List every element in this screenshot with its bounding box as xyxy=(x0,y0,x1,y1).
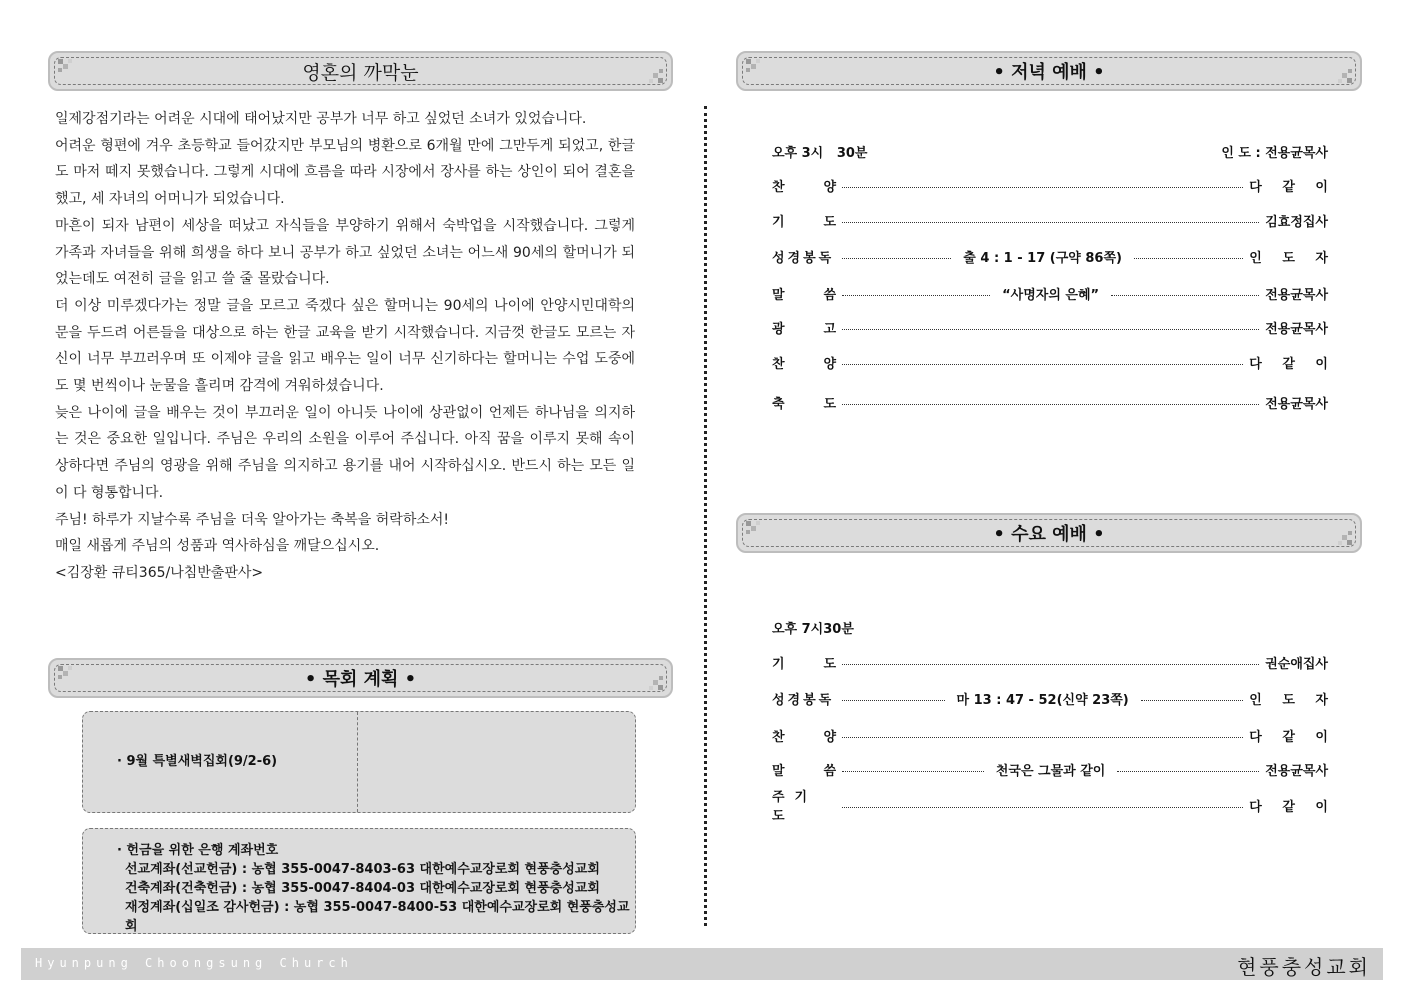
row-right: 권순애집사 xyxy=(1265,656,1328,672)
wednesday-row xyxy=(772,725,1336,745)
evening-row xyxy=(772,352,1336,372)
dotted-leader xyxy=(842,404,1259,405)
dotted-leader xyxy=(1111,295,1259,296)
plan-box-divider xyxy=(357,712,358,812)
bank-account-box xyxy=(82,828,636,934)
dotted-leader xyxy=(842,771,984,772)
wednesday-row xyxy=(772,652,1328,672)
row-mid: “사명자의 은혜” xyxy=(1002,287,1100,303)
row-right: 인 도 자 xyxy=(1249,692,1336,708)
row-right: 전용균목사 xyxy=(1265,287,1329,303)
bank-account: 재정계좌(십일조 감사헌금) : 농협 355-0047-8400-53 대한예수교장로회 현풍충성교회 xyxy=(125,900,630,934)
wednesday-row xyxy=(772,688,1336,708)
row-mid: 천국은 그물과 같이 xyxy=(995,763,1106,779)
footer-bar xyxy=(21,948,1383,980)
row-label: 성경봉독 xyxy=(772,692,835,708)
row-right: 전용균목사 xyxy=(1265,321,1328,337)
dotted-leader xyxy=(842,222,1259,223)
footer-korean-name: 현풍충성교회 xyxy=(1237,955,1371,979)
evening-row xyxy=(772,210,1328,230)
evening-row xyxy=(772,317,1328,337)
footer-english-name: Hyunpung Choongsung Church xyxy=(35,956,353,970)
bank-account: 선교계좌(선교헌금) : 농협 355-0047-8403-63 대한예수교장로회 현풍충성교회 xyxy=(125,862,600,877)
essay-body xyxy=(55,106,635,587)
row-right: 전용균목사 xyxy=(1265,396,1328,412)
dotted-leader xyxy=(842,187,1243,188)
row-mid: 출 4 : 1 - 17 (구약 86쪽) xyxy=(963,250,1122,266)
row-right: 인 도 자 xyxy=(1249,250,1336,266)
evening-header-row xyxy=(772,141,1328,161)
evening-row xyxy=(772,392,1328,412)
evening-leader: 인 도 : 전용균목사 xyxy=(1221,145,1328,161)
wednesday-time: 오후 7시30분 xyxy=(772,621,854,637)
dotted-leader xyxy=(842,295,990,296)
dotted-leader xyxy=(842,700,945,701)
dotted-leader xyxy=(1117,771,1259,772)
row-label: 광 고 xyxy=(772,321,836,337)
dotted-leader xyxy=(842,664,1259,665)
essay-source: <김장환 큐티365/나침반출판사> xyxy=(55,564,264,581)
row-label: 주기도 xyxy=(772,790,818,824)
essay-title-banner xyxy=(48,51,673,91)
row-label: 축 도 xyxy=(772,396,836,412)
row-label: 기 도 xyxy=(772,214,836,230)
dotted-leader xyxy=(842,364,1243,365)
row-label: 성경봉독 xyxy=(772,250,835,266)
dotted-leader xyxy=(842,329,1259,330)
wednesday-row xyxy=(772,759,1328,779)
row-right: 다 같 이 xyxy=(1249,179,1336,195)
essay-paragraph: 어려운 형편에 겨우 초등학교 들어갔지만 부모님의 병환으로 6개월 만에 그만두게 되었고, 한글도 마저 떼지 못했습니다. 그렇게 시대에 흐름을 따라 시장에서 장사를 하는 상인이 되어 결혼을 했고, 세 자녀의 어머니가 되었습니다. xyxy=(55,137,635,208)
essay-title: 영혼의 까막눈 xyxy=(302,61,419,84)
essay-paragraph: 더 이상 미루겠다가는 정말 글을 모르고 죽겠다 싶은 할머니는 90세의 나이에 안양시민대학의 문을 두드려 어른들을 대상으로 하는 한글 교육을 받기 시작했습니다. 지금껏 한글도 모르는 자신이 너무 부끄러우며 또 이제야 글을 읽고 배우는 일이 너무 신기하다는 할머니는 수업 도중에도 몇 번씩이나 눈물을 흘리며 감격에 겨워하셨습니다. xyxy=(55,297,635,395)
row-label: 찬 양 xyxy=(772,729,836,745)
essay-paragraph: 주님! 하루가 지날수록 주님을 더욱 알아가는 축복을 허락하소서! xyxy=(55,511,449,528)
row-right: 전용균목사 xyxy=(1265,763,1329,779)
row-label: 찬 양 xyxy=(772,356,836,372)
row-mid: 마 13 : 47 - 52(신약 23쪽) xyxy=(956,692,1129,708)
dotted-leader xyxy=(842,807,1243,808)
evening-row xyxy=(772,283,1328,303)
row-label: 말 씀 xyxy=(772,287,836,303)
evening-row xyxy=(772,246,1336,266)
evening-row xyxy=(772,175,1336,195)
wednesday-title: • 수요 예배 • xyxy=(993,524,1105,545)
evening-title: • 저녁 예배 • xyxy=(993,62,1105,83)
plan-title: • 목회 계획 • xyxy=(304,669,417,690)
plan-item: · 9월 특별새벽집회(9/2-6) xyxy=(117,754,278,769)
dotted-leader xyxy=(842,258,951,259)
column-divider xyxy=(704,106,707,926)
row-right: 다 같 이 xyxy=(1249,356,1336,372)
essay-paragraph: 늦은 나이에 글을 배우는 것이 부끄러운 일이 아니듯 나이에 상관없이 언제든 하나님을 의지하는 것은 중요한 일입니다. 주님은 우리의 소원을 이루어 주십니다. 아직 꿈을 이루지 못해 속이 상하다면 주님의 영광을 위해 주님을 의지하고 용기를 내어 시작하십시오. 반드시 하는 모든 일이 다 형통합니다. xyxy=(55,404,635,501)
dotted-leader xyxy=(1134,258,1243,259)
plan-box xyxy=(82,711,636,813)
dotted-leader xyxy=(1141,700,1244,701)
plan-title-banner xyxy=(48,658,673,698)
wednesday-header-row xyxy=(772,617,1328,637)
row-right: 다 같 이 xyxy=(1249,729,1336,745)
evening-title-banner xyxy=(736,51,1362,91)
bank-heading: · 헌금을 위한 은행 계좌번호 xyxy=(117,843,279,858)
row-right: 김효정집사 xyxy=(1265,214,1328,230)
row-label: 찬 양 xyxy=(772,179,836,195)
essay-paragraph: 마흔이 되자 남편이 세상을 떠났고 자식들을 부양하기 위해서 숙박업을 시작했습니다. 그렇게 가족과 자녀들을 위해 희생을 하다 보니 공부가 하고 싶었던 소녀는 어느새 90세의 할머니가 되었는데도 여전히 글을 읽고 쓸 줄 몰랐습니다. xyxy=(55,217,635,288)
essay-paragraph: 일제강점기라는 어려운 시대에 태어났지만 공부가 너무 하고 싶었던 소녀가 있었습니다. xyxy=(55,111,587,127)
row-right: 다 같 이 xyxy=(1249,799,1336,815)
wednesday-title-banner xyxy=(736,513,1362,553)
evening-time: 오후 3시 30분 xyxy=(772,145,868,161)
bank-account: 건축계좌(건축헌금) : 농협 355-0047-8404-03 대한예수교장로회 현풍충성교회 xyxy=(125,881,600,896)
row-label: 말 씀 xyxy=(772,763,836,779)
wednesday-row xyxy=(772,790,1336,824)
essay-paragraph: 매일 새롭게 주님의 성품과 역사하심을 깨달으십시오. xyxy=(55,538,380,555)
dotted-leader xyxy=(842,737,1243,738)
row-label: 기 도 xyxy=(772,656,836,672)
